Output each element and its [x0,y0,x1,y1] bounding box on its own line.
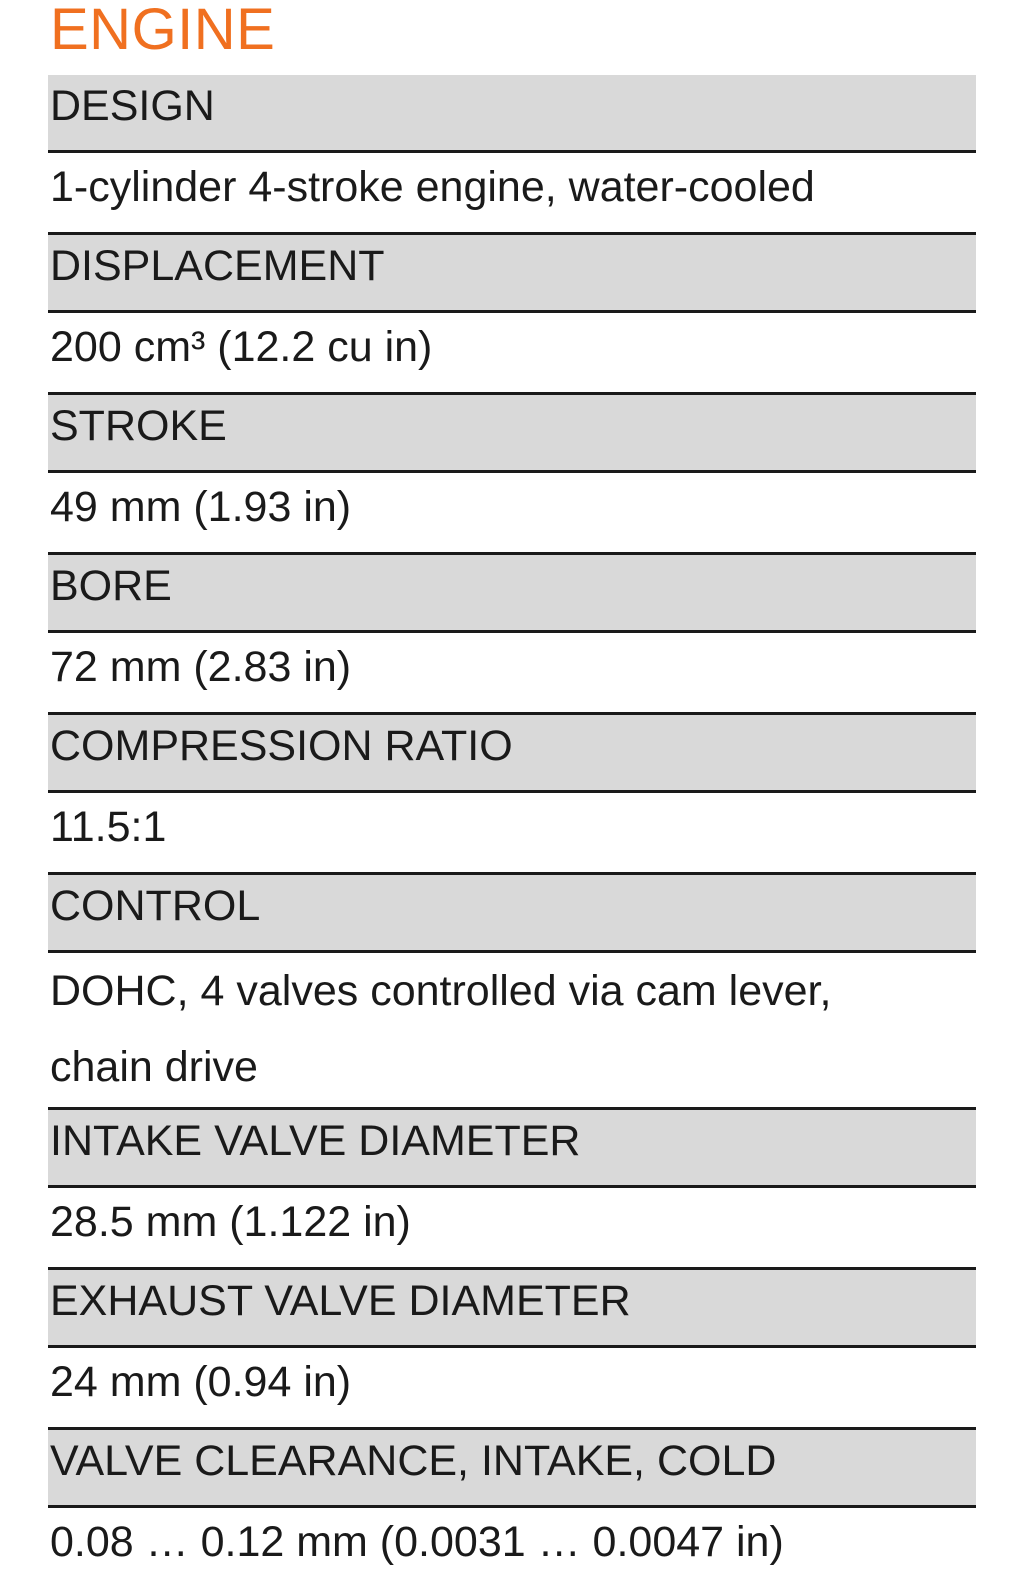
spec-label-valve-clearance-intake-cold: VALVE CLEARANCE, INTAKE, COLD [48,1430,976,1508]
spec-value-design: 1-cylinder 4-stroke engine, water-cooled [48,153,976,235]
spec-value-control-line-1: DOHC, 4 valves controlled via cam lever, [50,967,832,1015]
spec-label-bore: BORE [48,555,976,633]
spec-label-control: CONTROL [48,875,976,953]
spec-value-exhaust-valve-diameter: 24 mm (0.94 in) [48,1348,976,1430]
section-title: ENGINE [50,0,276,62]
spec-value-intake-valve-diameter: 28.5 mm (1.122 in) [48,1188,976,1270]
spec-label-intake-valve-diameter: INTAKE VALVE DIAMETER [48,1110,976,1188]
spec-value-compression-ratio: 11.5:1 [48,793,976,875]
spec-value-valve-clearance-intake-cold: 0.08 … 0.12 mm (0.0031 … 0.0047 in) [48,1508,976,1590]
spec-label-stroke: STROKE [48,395,976,473]
spec-label-design: DESIGN [48,75,976,153]
spec-value-stroke: 49 mm (1.93 in) [48,473,976,555]
spec-label-exhaust-valve-diameter: EXHAUST VALVE DIAMETER [48,1270,976,1348]
spec-value-displacement: 200 cm³ (12.2 cu in) [48,313,976,395]
engine-spec-table [48,75,976,1590]
spec-value-control [48,953,976,1110]
spec-label-displacement: DISPLACEMENT [48,235,976,313]
spec-label-compression-ratio: COMPRESSION RATIO [48,715,976,793]
spec-value-control-line-2: chain drive [50,1043,258,1091]
spec-value-bore: 72 mm (2.83 in) [48,633,976,715]
